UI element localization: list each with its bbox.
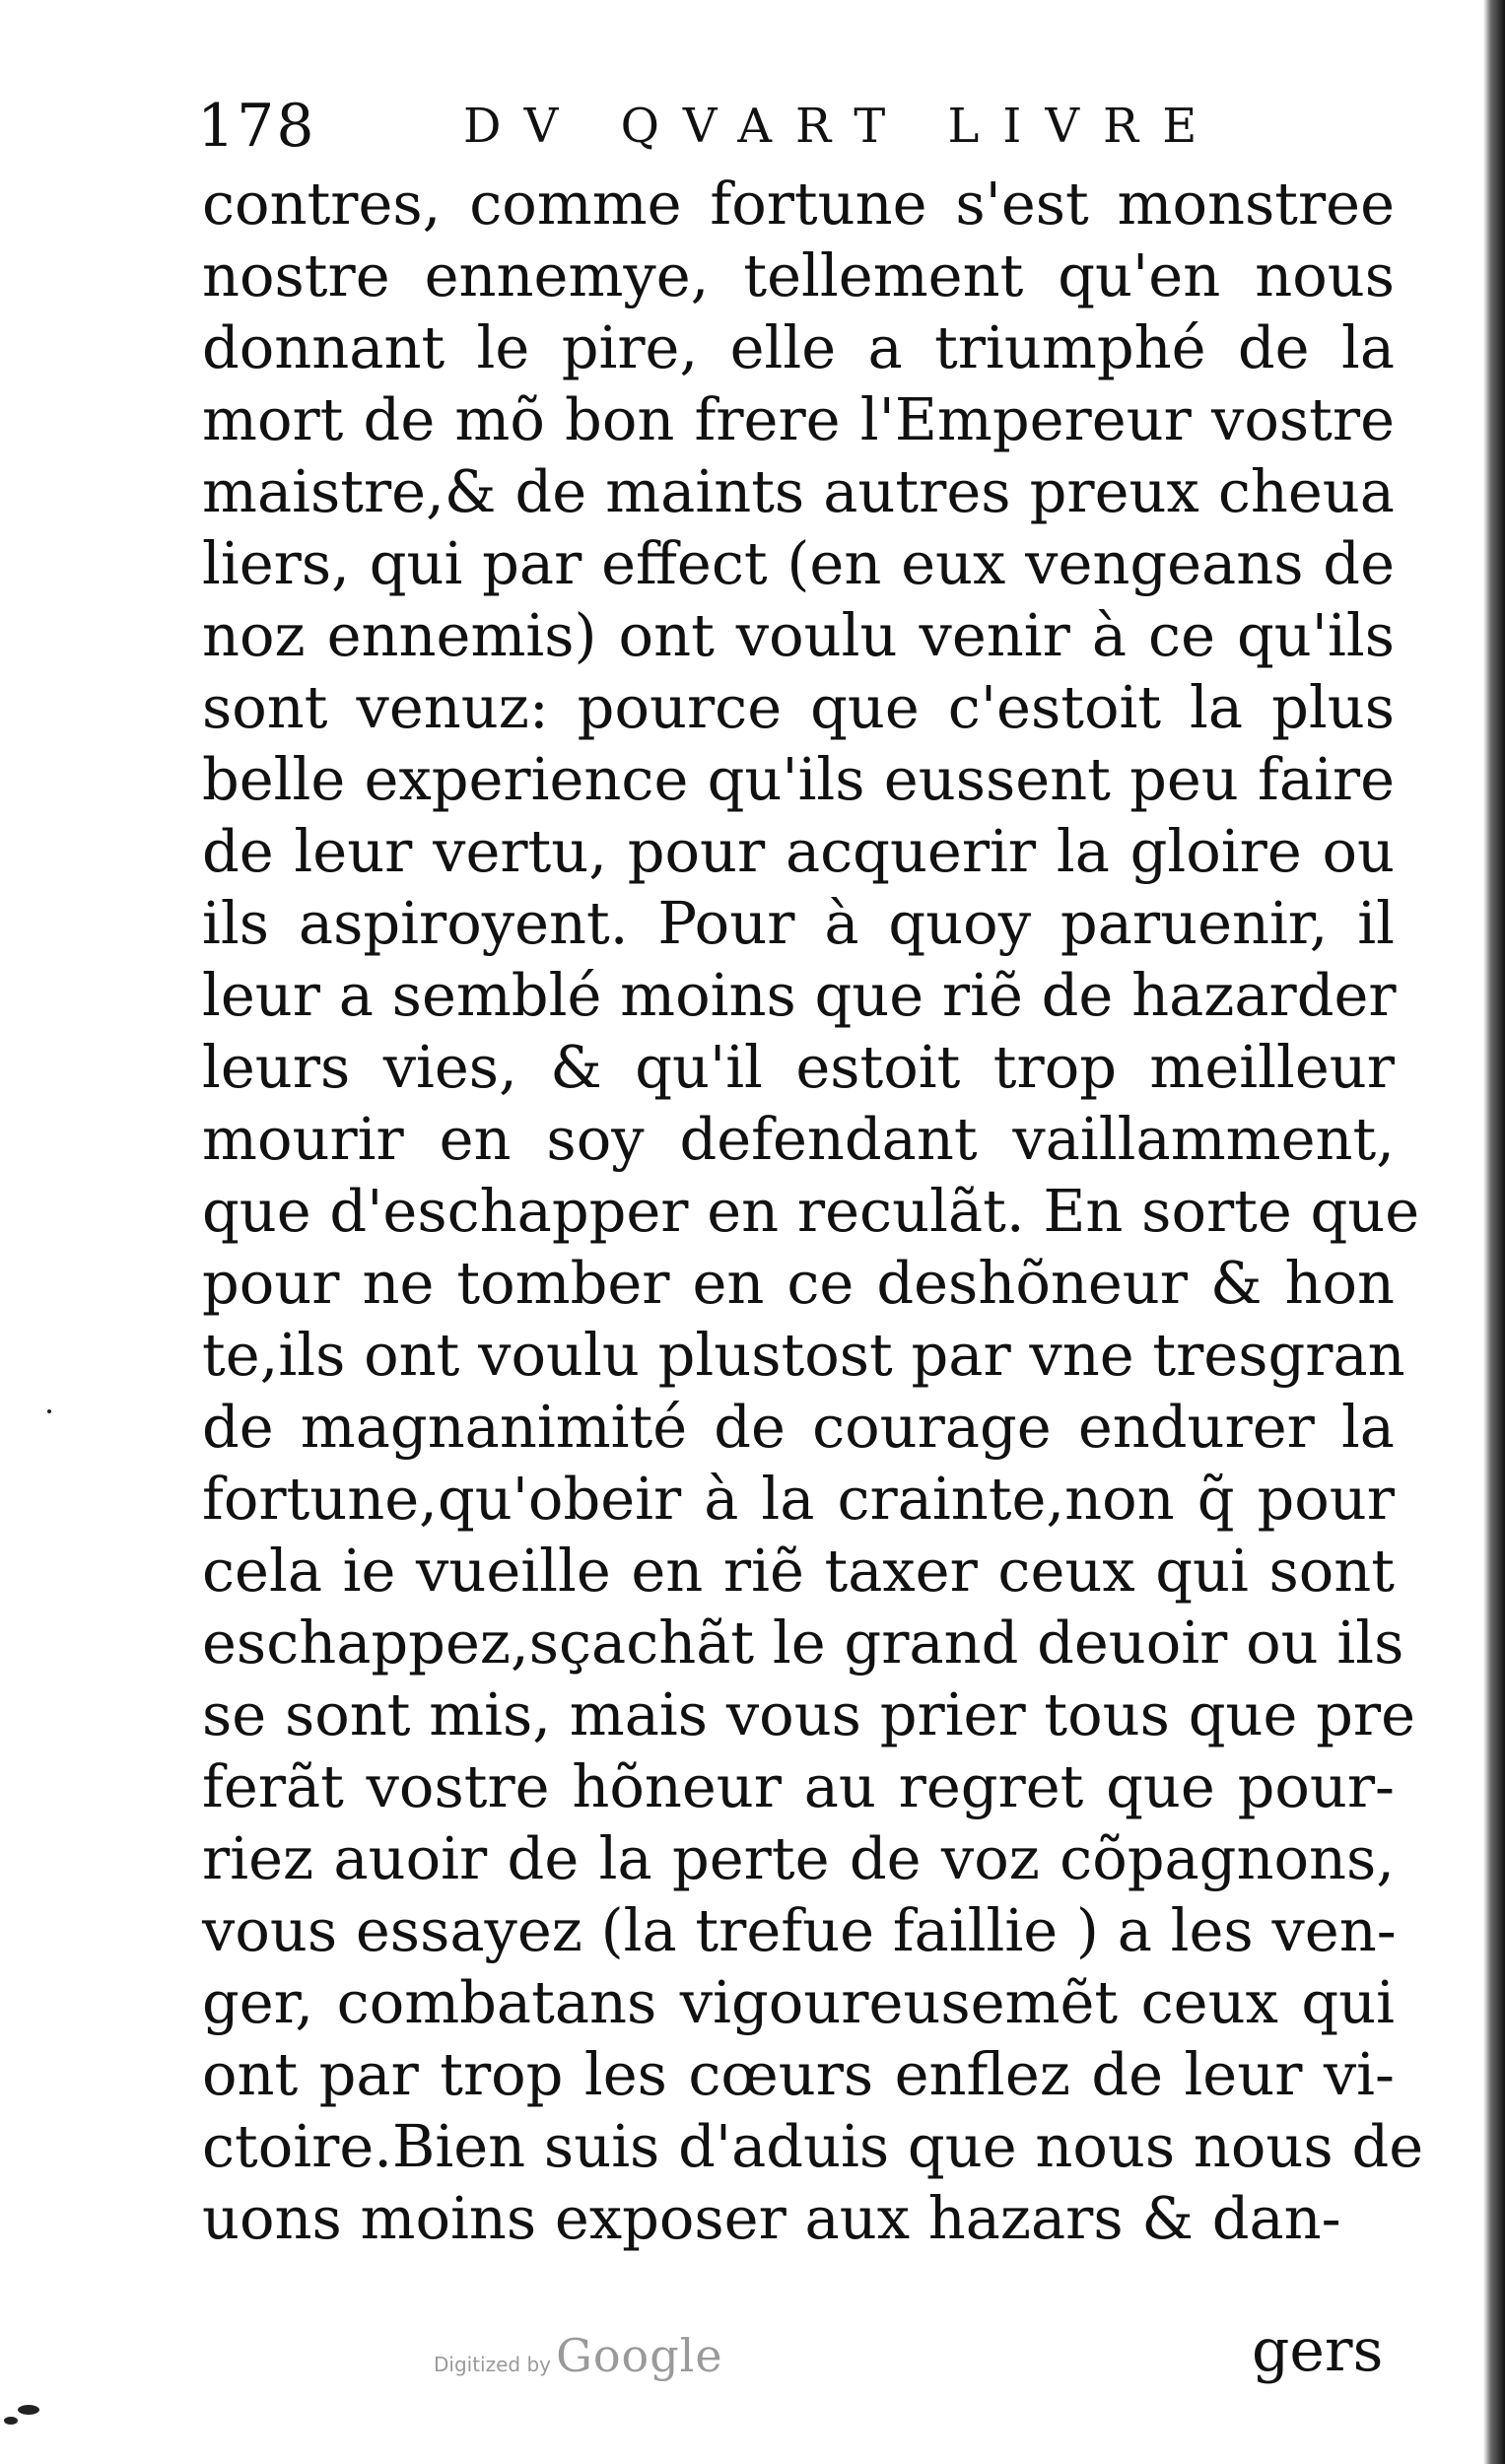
text-line: pour ne tomber en ce deshõneur & hon [202,1249,1395,1317]
body-text [202,168,1424,2254]
running-title: DV QVART LIVRE [463,99,1221,154]
text-line: mourir en soy defendant vaillamment, [202,1105,1395,1173]
text-line: ils aspiroyent. Pour à quoy paruenir, il [202,889,1395,957]
text-line: mort de mõ bon frere l'Empereur vostre [202,385,1395,453]
text-line: de leur vertu, pour acquerir la gloire ou [202,817,1395,885]
text-line: uons moins exposer aux hazars & dan- [202,2184,1341,2252]
text-line: liers, qui par effect (en eux vengeans de [202,529,1395,597]
watermark-prefix: Digitized by [434,2353,551,2376]
watermark-brand: Google [556,2329,723,2382]
text-line: ger, combatans vigoureusemẽt ceux qui [202,1968,1395,2036]
text-line: que d'eschapper en reculãt. En sorte que [202,1177,1420,1245]
text-line: ferãt vostre hõneur au regret que pour- [202,1752,1395,1820]
text-line: donnant le pire, elle a triumphé de la [202,313,1395,381]
text-line: noz ennemis) ont voulu venir à ce qu'ils [202,601,1395,669]
catchword: gers [1252,2316,1384,2385]
text-line: contres, comme fortune s'est monstree [202,170,1395,238]
text-line: cela ie vueille en riẽ taxer ceux qui sont [202,1537,1395,1605]
text-line: eschappez,sçachãt le grand deuoir ou ils [202,1608,1404,1677]
text-line: maistre,& de maints autres preux cheua [202,457,1395,525]
text-line: belle experience qu'ils eussent peu faire [202,745,1395,813]
text-line: ont par trop les cœurs enflez de leur vi- [202,2040,1395,2108]
text-line: fortune,qu'obeir à la crainte,non q̃ pour [202,1465,1395,1533]
scan-speck [4,2417,18,2425]
scan-speck [18,2405,39,2415]
digitized-by-watermark [434,2326,723,2396]
text-line: de magnanimité de courage endurer la [202,1393,1395,1461]
text-line: leurs vies, & qu'il estoit trop meilleur [202,1033,1395,1101]
text-line: ctoire.Bien suis d'aduis que nous nous de [202,2112,1424,2180]
running-head [197,87,1232,166]
text-line: se sont mis, mais vous prier tous que pre [202,1680,1416,1748]
text-line: sont venuz: pource que c'estoit la plus [202,673,1395,741]
scan-speck [47,1409,51,1413]
page-number: 178 [197,92,316,161]
text-line: nostre ennemye, tellement qu'en nous [202,241,1395,309]
text-line: riez auoir de la perte de voz cõpagnons, [202,1824,1395,1892]
text-line: leur a semblé moins que riẽ de hazarder [202,961,1397,1029]
text-line: vous essayez (la trefue faillie ) a les ven- [202,1896,1397,1964]
binding-edge [1483,0,1505,2464]
text-line: te,ils ont voulu plustost par vne tresgran [202,1321,1405,1389]
